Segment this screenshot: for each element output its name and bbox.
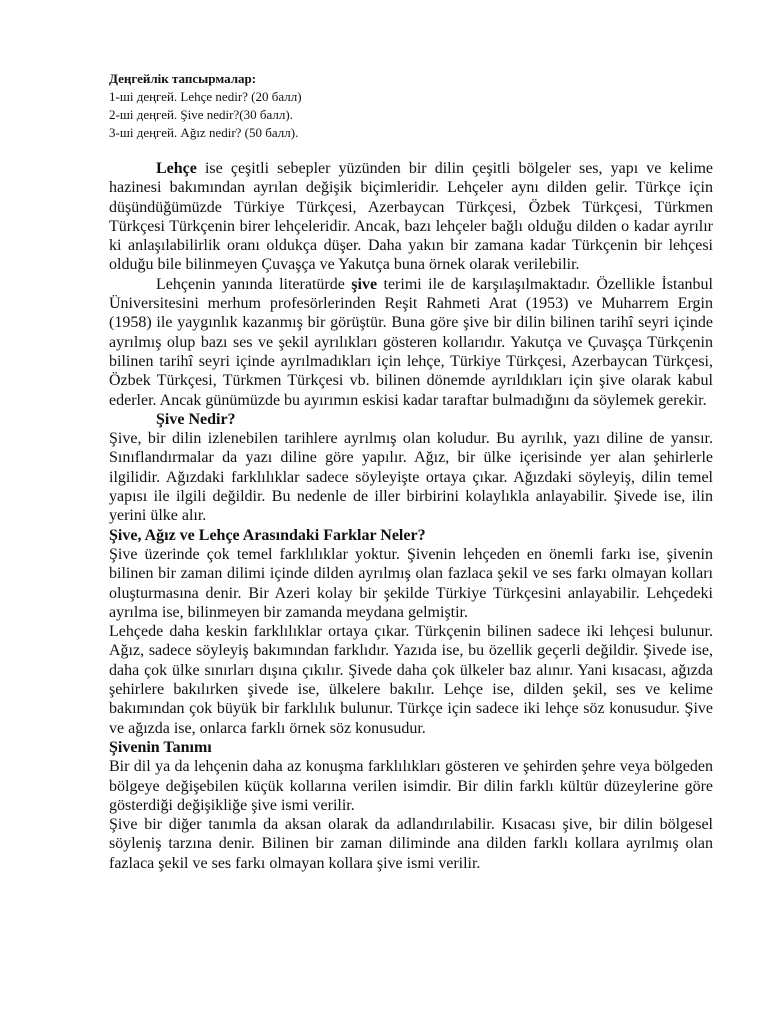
heading-differences: Şive, Ağız ve Lehçe Arasındaki Farklar Neler? — [109, 526, 426, 544]
paragraph-text: ise çeşitli sebepler yüzünden bir dilin çeşitli bölgeler ses, yapı ve kelime hazinesi bakımından ayrılan değişik biçimleridir. Lehçeler aynı dilden gelir. Türkçe için düşündüğümüzde Türkiye Türkçesi, Azerbaycan Türkçesi, Özbek Türkçesi, Türkmen Türkçesi Türkçenin birer lehçeleridir. Ancak, bazı lehçeler bağlı olduğu dilden o kadar ayrılır ki anlaşılabilirlik oranı oldukça düşer. Daha yakın bir zamana kadar Türkçenin bir lehçesi olduğu bile bilinmeyen Çuvaşça ve Yakutça buna örnek olarak verilebilir. — [109, 160, 713, 274]
term-sive: şive — [351, 275, 378, 293]
paragraph-sive-tanimi-1: Bir dil ya da lehçenin daha az konuşma farklılıkları gösteren ve şehirden şehre veya bölgeden bölgeye değişebilen küçük kollarına verilen isimdir. Bir dilin farklı kültür düzeylerine göre gösterdiği değişikliğe şive ismi verilir. — [109, 758, 713, 814]
article-body — [109, 159, 713, 873]
heading-sive-nedir: Şive Nedir? — [156, 410, 236, 428]
task-item-2: 2-ші деңгей. Şive nedir?(30 балл). — [109, 107, 293, 122]
task-item-1: 1-ші деңгей. Lehçe nedir? (20 балл) — [109, 89, 302, 104]
paragraph-sive-nedir: Şive, bir dilin izlenebilen tarihlere ayrılmış olan koludur. Bu ayrılık, yazı diline de yansır. Sınıflandırmalar da yazı diline göre yapılır. Ağız, bir ülke içerisinde yer alan şehirlerle ilgilidir. Ağızdaki farklılıklar sadece söyleyişte ortaya çıkar. Ağızdaki söyleyiş, dilin temel yapısı ile ilgili değildir. Bu nedenle de iller birbirini kolaylıkla anlayabilir. Şivede ise, ilin yerini ülke alır. — [109, 430, 713, 525]
heading-sive-tanimi: Şivenin Tanımı — [109, 738, 212, 756]
paragraph-differences-2: Lehçede daha keskin farklılıklar ortaya çıkar. Türkçenin bilinen sadece iki lehçesi bulunur. Ağız, sadece söyleyiş bakımından farklıdır. Yazıda ise, bu özellik geçerli değildir. Şivede ise, daha çok ülke sınırları dışına çıkılır. Şivede daha çok ülkeler baz alınır. Yani kısacası, ağızda şehirlere bakılırken şivede ise, ülkelere bakılır. Lehçe ise, dilden şekil, ses ve kelime bakımından çok büyük bir farklılık bulunur. Türkçe için sadece iki lehçe söz konusudur. Şive ve ağızda ise, onlarca farklı örnek söz konusudur. — [109, 623, 713, 737]
paragraph-text-after: terimi ile de karşılaşılmaktadır. Özellikle İstanbul Üniversitesini merhum profesörlerinden Reşit Rahmeti Arat (1953) ve Muharrem Ergin (1958) ile yaygınlık kazanmış bir görüştür. Buna göre şive bir dilin bilinen tarihî seyri içinde ayrılmış olup bazı ses ve şekil ayrılıkları gösteren kollarıdır. Yakutça ve Çuvaşça Türkçenin bilinen tarihî seyri içinde ayrılmadıkları için lehçe, Türkiye Türkçesi, Azerbaycan Türkçesi, Özbek Türkçesi, Türkmen Türkçesi vb. bilinen dönemde ayrıldıkları için şive olarak kabul ederler. Ancak günümüzde bu ayırımın eskisi kadar taraftar bulmadığını da söylemek gerekir. — [109, 275, 713, 409]
document-page — [109, 70, 713, 873]
task-list — [109, 70, 713, 142]
paragraph-text-before: Lehçenin yanında literatürde — [156, 275, 352, 293]
paragraph-sive-term — [109, 275, 713, 410]
term-lehce: Lehçe — [156, 160, 197, 177]
task-list-heading: Деңгейлік тапсырмалар: — [109, 71, 257, 86]
paragraph-sive-tanimi-2: Şive bir diğer tanımla da aksan olarak da adlandırılabilir. Kısacası şive, bir dilin bölgesel söyleniş tarzına denir. Bilinen bir zaman diliminde ana dilden farklı kollara ayrılmış olan fazlaca şekil ve ses farkı olmayan kollara şive ismi verilir. — [109, 816, 713, 872]
paragraph-lehce-definition — [109, 159, 713, 275]
task-item-3: 3-ші деңгей. Ağız nedir? (50 балл). — [109, 125, 299, 140]
paragraph-differences-1: Şive üzerinde çok temel farklılıklar yoktur. Şivenin lehçeden en önemli farkı ise, şivenin bilinen bir zaman dilimi içinde dilden ayrılmış olan fazlaca şekil ve ses farkı olmayan kolları oluşturmasına denir. Bir Azeri kolay bir şekilde Türkiye Türkçesini anlayabilir. Lehçedeki ayrılma ise, bilinmeyen bir zamanda meydana gelmiştir. — [109, 545, 713, 621]
